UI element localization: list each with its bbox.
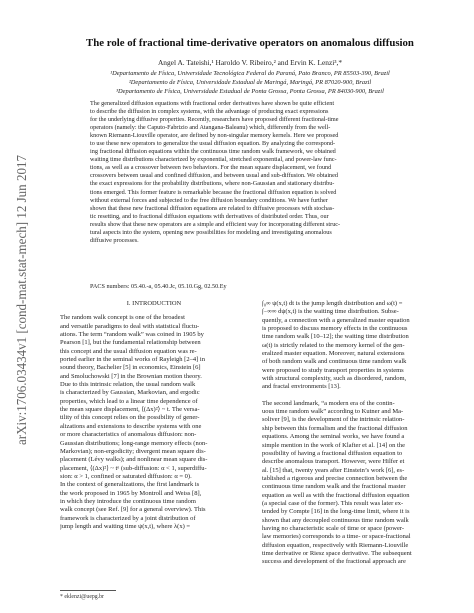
- abstract-line: results show that these new operators are a simple and efficient way for incorporating different struc-: [90, 220, 341, 228]
- author-list: Angel A. Tateishi,¹ Haroldo V. Ribeiro,² and Ervin K. Lenzi³,*: [157, 58, 343, 67]
- body-line: having no characteristic scale of time or space (power-: [262, 524, 405, 532]
- arxiv-identifier: [10, 150, 32, 450]
- abstract-line: ing fractional diffusion equations within the continuous time random walk framework, we obtained: [90, 148, 336, 156]
- body-line: describe anomalous transport. However, were Hilfer et: [262, 458, 405, 466]
- body-line: and Smoluchowski [7] in the Brownian motion theory.: [60, 372, 202, 380]
- abstract-line: tions emerged. This former feature is remarkable because the fractional diffusion equation is solved: [90, 188, 337, 196]
- left-column: [60, 300, 248, 531]
- abstract: [90, 100, 402, 245]
- body-line: law memories) corresponds to a time- or space-fractional: [262, 533, 411, 541]
- intro-text-right-b: [262, 400, 452, 567]
- body-line: al. [15] that, twenty years after Einstein’s work [6], es-: [262, 466, 405, 474]
- abstract-line: shown that these new fractional diffusion equations are related to diffusive processes with stochas-: [90, 204, 335, 212]
- body-line: ∫₋∞∞ dψ(x,t) is the waiting time distribution. Subse-: [262, 308, 399, 316]
- abstract-line: waiting time distributions characterized by exponential, stretched exponential, and power-law func-: [90, 156, 337, 164]
- abstract-line: The generalized diffusion equations with fractional order derivatives have shown be quite efficient: [90, 100, 335, 107]
- abstract-line: to use these new operators to generalize the usual diffusion equation. By analyzing the correspond-: [90, 140, 336, 148]
- body-line: tablished a rigorous and precise connection between the: [262, 474, 408, 482]
- section-heading: I. INTRODUCTION: [126, 300, 182, 307]
- body-line: continuous time random walk and the fractional master: [262, 483, 406, 491]
- body-line: is proposed to discuss memory effects in the continuous: [262, 325, 408, 333]
- right-column: [262, 300, 452, 567]
- body-line: were proposed to study transport properties in systems: [262, 366, 404, 374]
- abstract-line: for the underlying diffusive properties. Recently, researchers have proposed different fractional-time: [90, 116, 339, 124]
- intro-text-left: [60, 314, 248, 531]
- body-line: in which they introduce the continuous time random: [60, 497, 196, 505]
- abstract-line: known Riemann-Liouville operator, are defined by non-singular memory kernels. Here we proposed: [90, 132, 339, 140]
- affiliation-2: ²Departamento de Física, Universidade Estadual de Maringá, Maringá, PR 87020-900, Brazil: [128, 79, 372, 86]
- body-line: Pearson [1], but the fundamental relationship between: [60, 339, 201, 347]
- body-line: Markovian); non-ergodicity; divergent mean square dis-: [60, 447, 206, 455]
- body-line: Gaussian distributions; long-range memory effects (non-: [60, 439, 208, 447]
- abstract-line: tions, as well as a crossover between two behaviors. For the mean square displacement, we found: [90, 164, 332, 172]
- body-line: the work proposed in 1965 by Montroll and Weiss [8],: [60, 489, 202, 497]
- body-line: placement (Lévy walks); and nonlinear mean square dis-: [60, 456, 208, 464]
- body-line: and fractal environments [13].: [262, 383, 341, 391]
- abstract-line: operators (namely: the Caputo-Fabrizio and Atangana-Baleanu) which, differently from the well-: [90, 124, 331, 132]
- body-line: The second landmark, “a modern era of the contin-: [262, 399, 395, 407]
- body-line: or more characteristics of anomalous diffusion: non-: [60, 431, 197, 439]
- body-line: ations. The term “random walk” was coined in 1905 by: [60, 331, 204, 339]
- body-line: tended by Compte [16] in the long-time limit, where it is: [262, 508, 410, 516]
- body-line: time random walk [10–12]; the waiting time distribution: [262, 333, 409, 341]
- body-line: Due to this intrinsic relation, the usual random walk: [60, 381, 196, 389]
- body-line: ship between this formalism and the fractional diffusion: [262, 424, 408, 432]
- body-line: properties, which lead to a linear time dependence of: [60, 397, 198, 405]
- body-line: tility of this concept relies on the possibility of gener-: [60, 414, 200, 422]
- intro-text-right-a: [262, 300, 452, 392]
- body-line: In the context of generalizations, the first landmark is: [60, 481, 200, 489]
- abstract-line: tic resetting, and to fractional diffusion equations with derivatives of distributed order. Thus, our: [90, 212, 329, 220]
- abstract-line: tural aspects into the system, opening new possibilities for modeling and investigating anomalous: [90, 228, 332, 236]
- body-line: time derivative or Riesz space derivative. The subsequent: [262, 549, 412, 557]
- body-line: ω(t) is strictly related to the memory kernel of the gen-: [262, 341, 405, 349]
- body-line: of both random walk and continuous time random walk: [262, 358, 407, 366]
- body-line: shown that any decoupled continuous time random walk: [262, 516, 409, 524]
- body-line: (a special case of the former). This result was later ex-: [262, 499, 404, 507]
- abstract-line: without external forces and subjected to the free diffusion boundary conditions. We have further: [90, 196, 328, 204]
- body-line: jump length and waiting time ψ(x,t), where λ(x) =: [60, 522, 191, 530]
- body-line: is characterized by Gaussian, Markovian, and ergodic: [60, 389, 200, 397]
- body-line: framework is characterized by a joint distribution of: [60, 514, 196, 522]
- abstract-line: diffusive processes.: [90, 236, 139, 244]
- abstract-line: to describe the diffusion in complex systems, with the advantage of producing exact expressions: [90, 108, 329, 116]
- body-line: eralized master equation. Moreover, natural extensions: [262, 350, 405, 358]
- body-line: possibility of having a fractional diffusion equation to: [262, 449, 403, 457]
- body-line: with structural complexity, such as disordered, random,: [262, 375, 407, 383]
- body-line: walk concept (see Ref. [9] for a general overview). This: [60, 506, 206, 514]
- body-line: ∫₀∞ ψ(x,t) dt is the jump length distribution and ω(t) =: [262, 300, 403, 307]
- abstract-line: crossovers between usual and confined diffusion, and between usual and sub-diffusion. We obtained: [90, 172, 338, 180]
- body-line: equations. Among the seminal works, we have found a: [262, 433, 405, 441]
- arxiv-stamp-text: arXiv:1706.03434v1 [cond-mat.stat-mech] 12 Jun 2017: [14, 150, 29, 445]
- pacs-numbers: PACS numbers: 05.40.-a, 05.40.Jc, 05.10.Gg, 02.50.Ey: [90, 283, 227, 290]
- paper-title: The role of fractional time-derivative operators on anomalous diffusion: [86, 37, 414, 49]
- body-line: uous time random walk” according to Kutner and Ma-: [262, 408, 404, 416]
- body-line: equation as well as with the fractional diffusion equation: [262, 491, 410, 499]
- body-line: ported earlier in the seminal works of Rayleigh [2–4] in: [60, 356, 205, 364]
- abstract-line: the exact expressions for the probability distributions, where non-Gaussian and stationary distribu-: [90, 180, 335, 188]
- body-line: this concept and the usual diffusion equation was re-: [60, 347, 197, 355]
- footnote-email: * eklenzi@uepg.br: [60, 594, 104, 600]
- body-line: and versatile paradigms to deal with statistical fluctu-: [60, 322, 200, 330]
- body-line: the mean square displacement, ⟨(Δx)²⟩ ~ t. The versa-: [60, 406, 200, 414]
- footnote-rule: [60, 590, 116, 591]
- affiliation-1: ¹Departamento de Física, Universidade Tecnológica Federal do Paraná, Pato Branco, PR 85503-390, Brazil: [110, 70, 390, 77]
- body-line: quently, a connection with a generalized master equation: [262, 316, 410, 324]
- body-line: The random walk concept is one of the broadest: [60, 314, 185, 322]
- affiliation-3: ³Departamento de Física, Universidade Estadual de Ponta Grossa, Ponta Grossa, PR 84030-900, Brazil: [116, 88, 384, 95]
- body-line: success and development of the fractional approach are: [262, 558, 406, 566]
- body-line: placement, ⟨(Δx)²⟩ ~ tᵅ (sub-diffusion: α < 1, superdiffu-: [60, 464, 207, 472]
- body-line: sion: α > 1, confined or saturated diffusion: α = 0).: [60, 472, 192, 480]
- body-line: simple mention in the work of Klafter et al. [14] on the: [262, 441, 405, 449]
- body-line: alizations and extensions to describe systems with one: [60, 422, 202, 430]
- body-line: diffusion equation, respectively with Riemann-Liouville: [262, 541, 409, 549]
- body-line: sound theory, Bachelier [5] in economics, Einstein [6]: [60, 364, 201, 372]
- body-line: soliver [9], is the development of the intrinsic relation-: [262, 416, 405, 424]
